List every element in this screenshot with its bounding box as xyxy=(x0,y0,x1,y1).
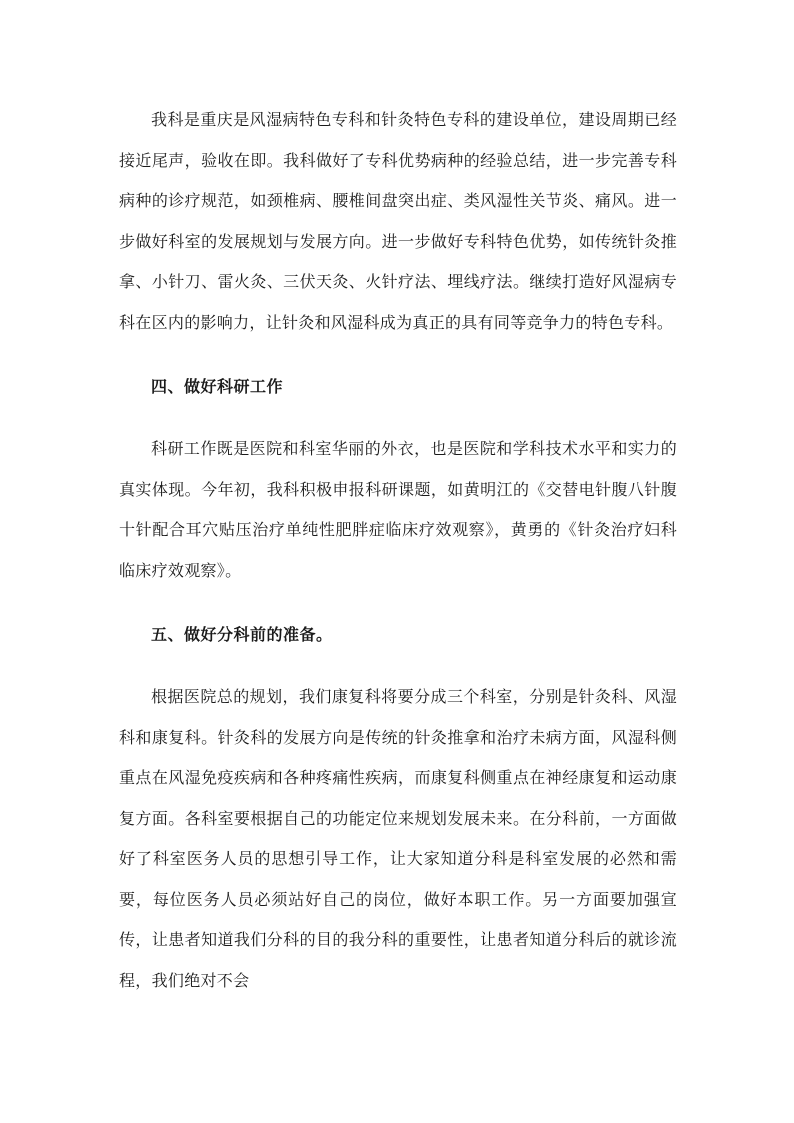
section-heading-research: 四、做好科研工作 xyxy=(151,377,284,396)
document-body xyxy=(119,100,677,1001)
paragraph-specialty-development: 我科是重庆是风湿病特色专科和针灸特色专科的建设单位，建设周期已经接近尾声，验收在即。我科做好了专科优势病种的经验总结，进一步完善专科病种的诊疗规范，如颈椎病、腰椎间盘突出症、类风湿性关节炎、痛风。进一步做好科室的发展规划与发展方向。进一步做好专科特色优势，如传统针灸推拿、小针刀、雷火灸、三伏天灸、火针疗法、埋线疗法。继续打造好风湿病专科在区内的影响力，让针灸和风湿科成为真正的具有同等竞争力的特色专科。 xyxy=(119,110,677,332)
paragraph-research-work: 科研工作既是医院和科室华丽的外衣，也是医院和学科技术水平和实力的真实体现。今年初，我科积极申报科研课题，如黄明江的《交替电针腹八针腹十针配合耳穴贴压治疗单纯性肥胖症临床疗效观察》，黄勇的《针灸治疗妇科临床疗效观察》。 xyxy=(119,439,677,580)
section-heading-department-split: 五、做好分科前的准备。 xyxy=(151,625,333,644)
paragraph-department-split: 根据医院总的规划，我们康复科将要分成三个科室，分别是针灸科、风湿科和康复科。针灸科的发展方向是传统的针灸推拿和治疗未病方面，风湿科侧重点在风湿免疫疾病和各种疼痛性疾病，而康复科侧重点在神经康复和运动康复方面。各科室要根据自己的功能定位来规划发展未来。在分科前，一方面做好了科室医务人员的思想引导工作，让大家知道分科是科室发展的必然和需要，每位医务人员必须站好自己的岗位，做好本职工作。另一方面要加强宣传，让患者知道我们分科的目的我分科的重要性，让患者知道分科后的就诊流程，我们绝对不会 xyxy=(119,687,677,990)
